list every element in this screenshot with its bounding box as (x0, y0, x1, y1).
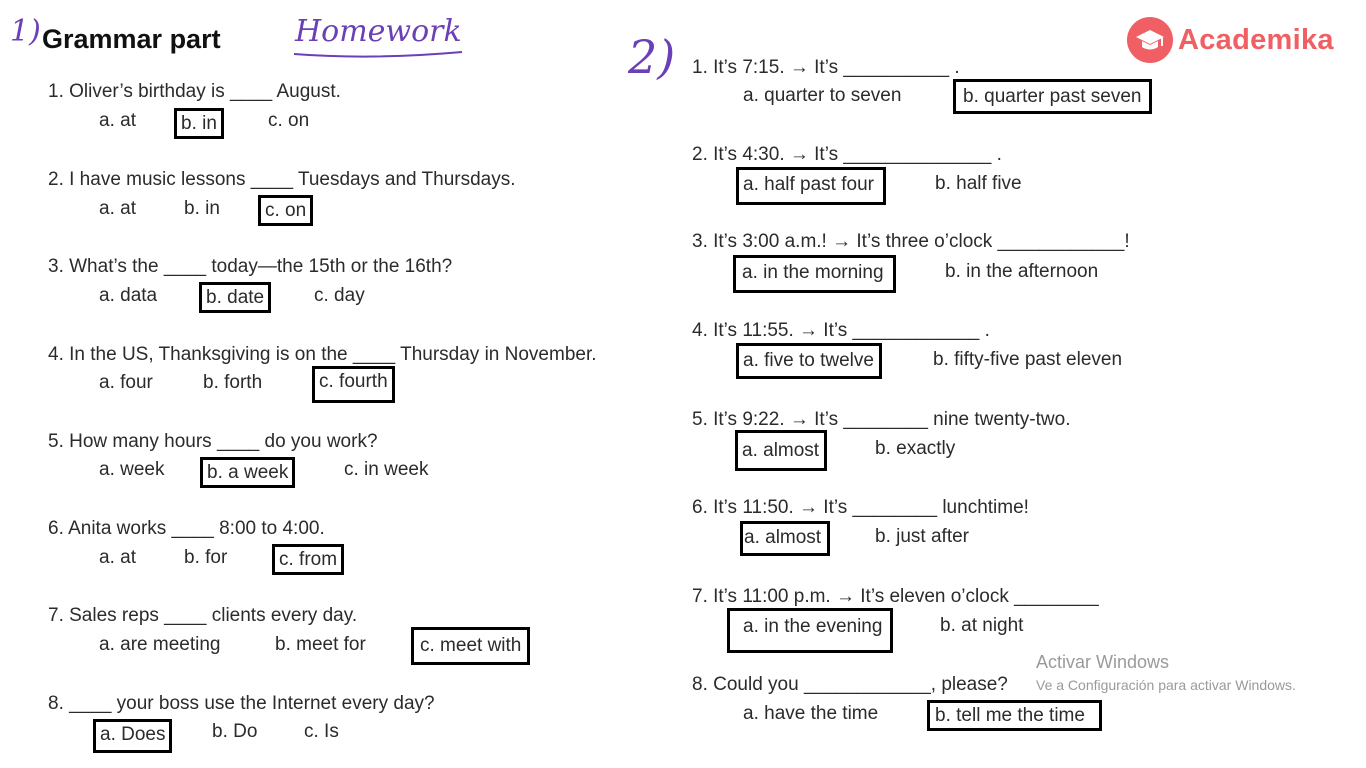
grammar-part-title: Grammar part (42, 24, 221, 54)
selected-answer-option[interactable]: a. in the evening (727, 608, 893, 653)
right-question-1: 1. It’s 7:15. → It’s __________ . (692, 57, 960, 78)
answer-option: b. in the afternoon (945, 261, 1099, 282)
answer-option: c. in week (344, 459, 429, 480)
right-question-5: 5. It’s 9:22. → It’s ________ nine twenty-two. (692, 409, 1071, 430)
answer-option: b. fifty-five past eleven (933, 349, 1123, 370)
answer-option: b. for (184, 547, 228, 568)
selected-answer-option[interactable]: a. half past four (736, 167, 886, 205)
right-question-2: 2. It’s 4:30. → It’s ______________ . (692, 144, 1002, 165)
selected-answer-option[interactable]: a. almost (735, 430, 827, 471)
answer-option: b. half five (935, 173, 1022, 194)
answer-option: c. Is (304, 721, 339, 742)
selected-answer-option[interactable]: c. from (272, 544, 344, 575)
graduation-cap-icon (1127, 17, 1173, 63)
answer-option: a. at (99, 110, 136, 131)
selected-answer-option[interactable]: c. fourth (312, 366, 395, 403)
answer-option: a. at (99, 547, 136, 568)
right-question-4: 4. It’s 11:55. → It’s ____________ . (692, 320, 990, 341)
answer-option: a. four (99, 372, 153, 393)
answer-option: b. Do (212, 721, 258, 742)
academika-brand-name: Academika (1178, 24, 1334, 56)
left-question-6: 6. Anita works ____ 8:00 to 4:00. (48, 518, 325, 539)
answer-option: a. week (99, 459, 165, 480)
right-question-8: 8. Could you ____________, please? (692, 674, 1008, 695)
answer-option: a. data (99, 285, 158, 306)
answer-option: b. forth (203, 372, 263, 393)
left-question-2: 2. I have music lessons ____ Tuesdays and Thursdays. (48, 169, 516, 190)
part-2-handwritten-number: 2) (628, 30, 676, 84)
answer-option: b. at night (940, 615, 1024, 636)
answer-option: c. day (314, 285, 365, 306)
selected-answer-option[interactable]: a. in the morning (733, 255, 896, 293)
answer-option: a. quarter to seven (743, 85, 902, 106)
right-question-6: 6. It’s 11:50. → It’s ________ lunchtime! (692, 497, 1029, 518)
part-1-handwritten-number: 1) (10, 14, 41, 49)
question-text: 1. Oliver’s birthday is ____ August. (48, 81, 341, 102)
selected-answer-option[interactable]: b. date (199, 282, 271, 313)
selected-answer-option[interactable]: a. Does (93, 719, 172, 753)
selected-answer-option[interactable]: b. tell me the time (927, 700, 1102, 731)
right-question-3: 3. It’s 3:00 a.m.! → It’s three o’clock ____________! (692, 231, 1130, 252)
homework-handwritten-label: Homework (295, 14, 462, 49)
activation-watermark-subtitle: Ve a Configuración para activar Windows. (1036, 677, 1296, 693)
left-question-7: 7. Sales reps ____ clients every day. (48, 605, 358, 626)
left-question-1 (48, 81, 341, 103)
left-question-5: 5. How many hours ____ do you work? (48, 431, 378, 452)
answer-option: a. are meeting (99, 634, 221, 655)
selected-answer-option[interactable]: b. quarter past seven (953, 79, 1152, 114)
answer-option: b. in (184, 198, 220, 219)
left-question-3: 3. What’s the ____ today—the 15th or the 16th? (48, 256, 453, 277)
selected-answer-option[interactable]: a. almost (740, 521, 830, 556)
answer-option: a. have the time (743, 703, 879, 724)
answer-option: c. on (268, 110, 310, 131)
left-question-8: 8. ____ your boss use the Internet every day? (48, 693, 435, 714)
activation-watermark-title: Activar Windows (1036, 652, 1170, 672)
selected-answer-option[interactable]: b. a week (200, 457, 295, 488)
selected-answer-option[interactable]: c. on (258, 195, 313, 226)
answer-option: a. at (99, 198, 136, 219)
homework-underline (292, 44, 467, 62)
answer-option: b. just after (875, 526, 969, 547)
selected-answer-option[interactable]: b. in (174, 108, 224, 139)
answer-option: b. exactly (875, 438, 956, 459)
academika-logo-icon (1127, 17, 1173, 63)
selected-answer-option[interactable]: a. five to twelve (736, 343, 882, 379)
right-question-7: 7. It’s 11:00 p.m. → It’s eleven o’clock ________ (692, 586, 1099, 607)
left-question-4: 4. In the US, Thanksgiving is on the ____ Thursday in November. (48, 344, 597, 365)
answer-option: b. meet for (275, 634, 366, 655)
selected-answer-option[interactable]: c. meet with (411, 627, 530, 665)
